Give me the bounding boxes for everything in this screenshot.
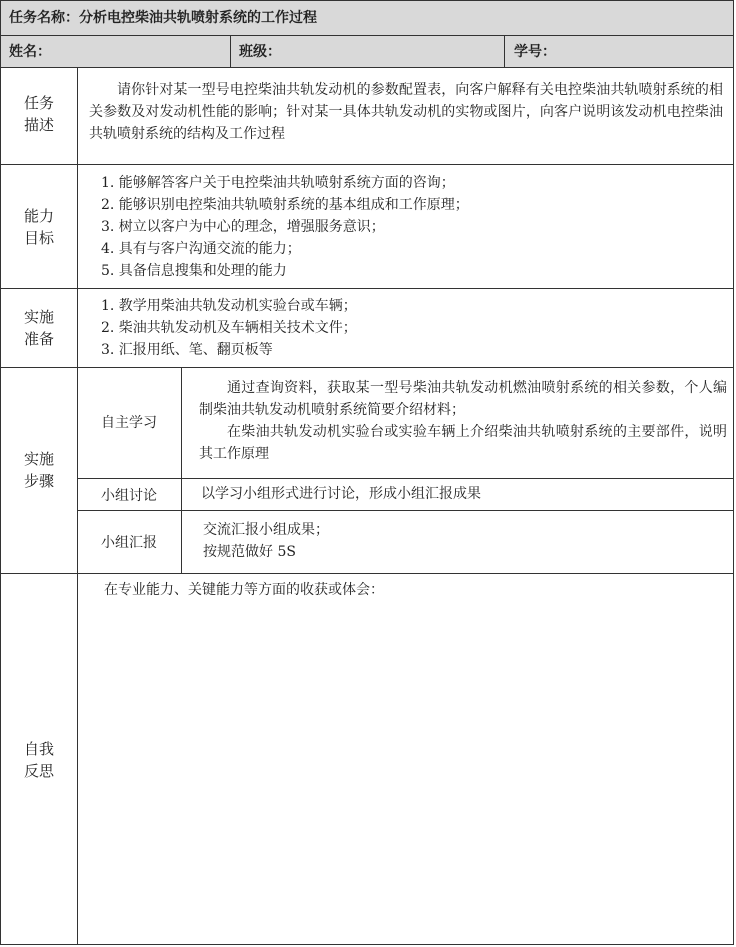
self-reflection-label: 自我 反思: [23, 740, 54, 780]
group-report-text: 交流汇报小组成果； 按规范做好 5S: [203, 522, 329, 560]
self-study-text: 通过查询资料，获取某一型号柴油共轨发动机燃油喷射系统的相关参数，个人编制柴油共轨发动机喷射系统简要介绍材料； 在柴油共轨发动机实验台或实验车辆上介绍柴油共轨喷射系统的主要部件，说明其工作原理: [199, 380, 727, 462]
name-label: 姓名：: [9, 44, 51, 60]
implementation-steps-label: 实施 步骤: [23, 450, 54, 490]
group-discussion-label: 小组讨论: [101, 488, 157, 504]
list-item: 3. 汇报用纸、笔、翻页板等: [101, 342, 273, 358]
divider: [181, 368, 182, 478]
task-description-text: 请你针对某一型号电控柴油共轨发动机的参数配置表，向客户解释有关电控柴油共轨喷射系统的相关参数及对发动机性能的影响；针对某一具体共轨发动机的实物或图片，向客户说明该发动机电控柴油共轨喷射系统的结构及工作过程: [89, 82, 723, 142]
ability-goals-list: [101, 172, 469, 282]
self-reflection-writing-area[interactable]: [81, 610, 729, 935]
divider: [230, 36, 231, 67]
task-title: 任务名称：分析电控柴油共轨喷射系统的工作过程: [9, 10, 317, 26]
task-title-row: [1, 1, 733, 35]
implementation-steps-row: [1, 367, 733, 573]
list-item: 1. 能够解答客户关于电控柴油共轨喷射系统方面的咨询；: [101, 175, 455, 191]
list-item: 3. 树立以客户为中心的理念，增强服务意识；: [101, 219, 385, 235]
divider: [77, 289, 78, 367]
list-item: 5. 具备信息搜集和处理的能力: [101, 263, 287, 279]
divider: [504, 36, 505, 67]
divider: [181, 511, 182, 574]
task-description-row: [1, 67, 733, 164]
self-reflection-prompt: 在专业能力、关键能力等方面的收获或体会：: [104, 582, 384, 598]
student-id-label: 学号：: [514, 44, 556, 60]
student-info-row: [1, 35, 733, 67]
group-report-label: 小组汇报: [101, 535, 157, 551]
self-study-block: [77, 368, 733, 478]
task-description-label: 任务 描述: [23, 94, 54, 134]
divider: [77, 165, 78, 288]
ability-goals-label: 能力 目标: [23, 207, 54, 247]
divider: [77, 68, 78, 164]
list-item: 2. 能够识别电控柴油共轨喷射系统的基本组成和工作原理；: [101, 197, 469, 213]
self-reflection-row: [1, 573, 733, 944]
class-label: 班级：: [239, 44, 281, 60]
divider: [181, 479, 182, 510]
list-item: 1. 教学用柴油共轨发动机实验台或车辆；: [101, 298, 357, 314]
self-study-label: 自主学习: [101, 415, 157, 431]
preparation-label: 实施 准备: [23, 308, 54, 348]
group-report-block: [77, 510, 733, 574]
list-item: 4. 具有与客户沟通交流的能力；: [101, 241, 301, 257]
group-discussion-block: [77, 478, 733, 510]
list-item: 2. 柴油共轨发动机及车辆相关技术文件；: [101, 320, 357, 336]
preparation-row: [1, 288, 733, 367]
preparation-list: [101, 295, 357, 361]
divider: [77, 574, 78, 944]
ability-goals-row: [1, 164, 733, 288]
group-discussion-text: 以学习小组形式进行讨论，形成小组汇报成果: [201, 486, 481, 502]
